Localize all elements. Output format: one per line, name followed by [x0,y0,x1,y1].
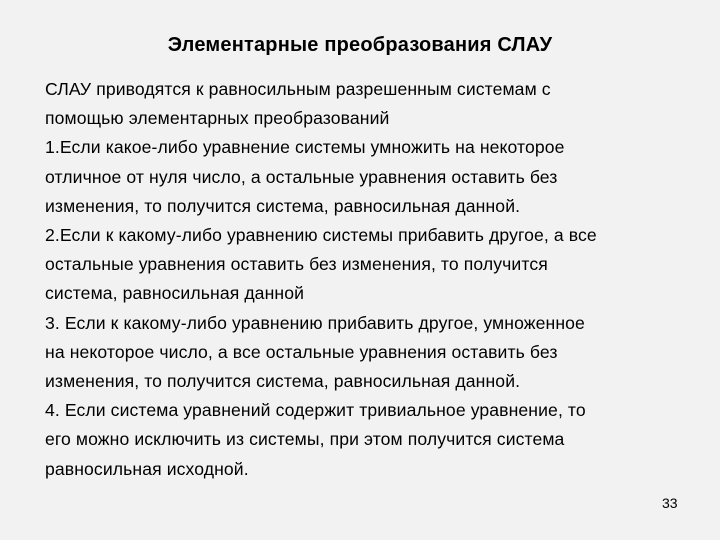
body-line: равносильная исходной. [45,458,249,479]
body-line: изменения, то получится система, равносильная данной. [45,371,521,392]
slide-body [45,75,685,484]
page-number: 33 [662,495,678,511]
body-line: 1.Если какое-либо уравнение системы умножить на некоторое [45,137,565,158]
body-line: отличное от нуля число, а остальные уравнения оставить без [45,166,558,187]
body-line: 4. Если система уравнений содержит тривиальное уравнение, то [45,400,586,421]
body-line: 3. Если к какому-либо уравнению прибавить другое, умноженное [45,312,585,333]
body-line: СЛАУ приводятся к равносильным разрешенным системам с [45,79,551,99]
body-line: 2.Если к какому-либо уравнению системы прибавить другое, а все [45,225,597,246]
body-line: остальные уравнения оставить без изменения, то получится [45,254,548,275]
slide-title: Элементарные преобразования СЛАУ [167,34,553,56]
body-line: на некоторое число, а все остальные уравнения оставить без [45,341,558,362]
body-line: помощью элементарных преобразований [45,108,390,129]
body-line: его можно исключить из системы, при этом получится система [45,429,565,450]
body-line: изменения, то получится система, равносильная данной. [45,195,521,216]
body-line: система, равносильная данной [45,283,305,304]
